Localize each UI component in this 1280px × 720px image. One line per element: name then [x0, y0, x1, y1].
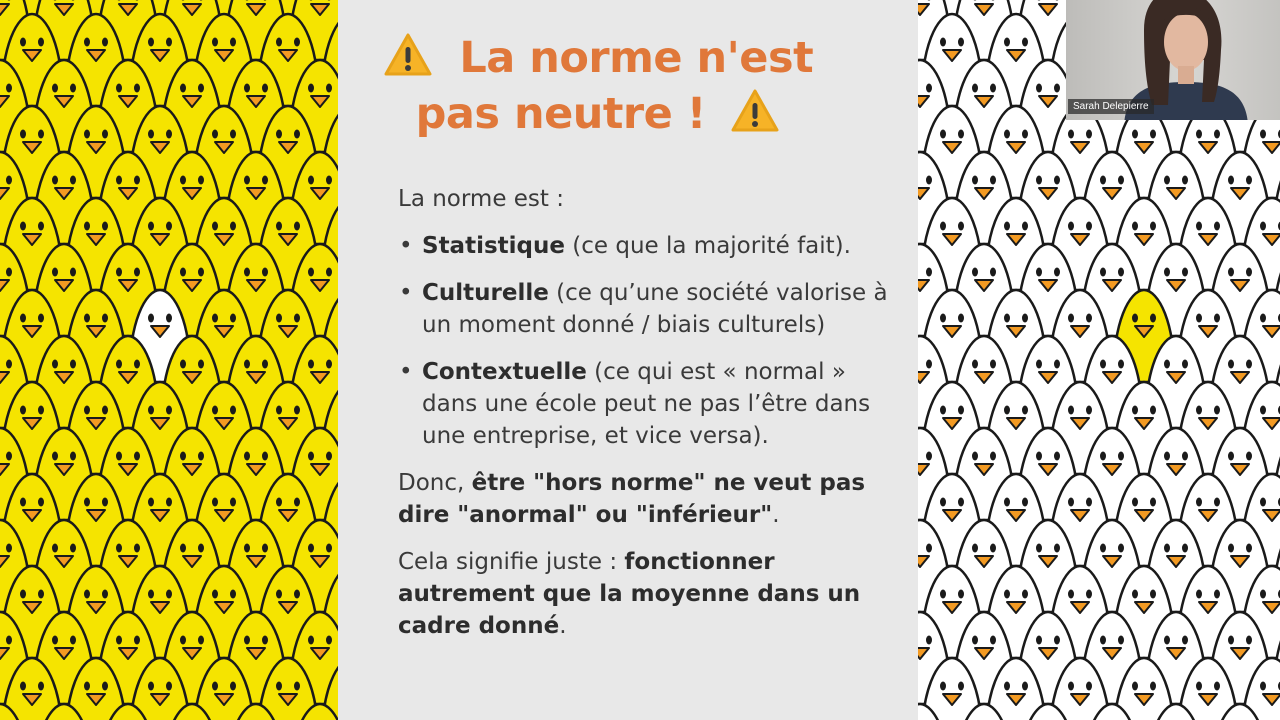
warning-icon — [383, 32, 433, 78]
slide-title — [338, 30, 858, 142]
slide-content — [338, 0, 918, 720]
paragraph-bold: être "hors norme" ne veut pas dire "anormal" ou "inférieur" — [398, 470, 866, 528]
bullet-term: Contextuelle — [422, 359, 587, 385]
paragraph-end: . — [559, 613, 567, 639]
list-item-culturelle — [398, 277, 903, 341]
list-item-contextuelle — [398, 356, 903, 452]
participant-name-label: Sarah Delepierre — [1068, 99, 1154, 114]
bullet-description: (ce qui est « normal » dans une école peut ne pas l’être dans une entreprise, et vice versa). — [422, 359, 871, 449]
slide-body — [398, 183, 903, 642]
norm-types-list — [398, 230, 903, 452]
yellow-chicks-illustration — [0, 0, 372, 720]
paragraph-text: Cela signifie juste : — [398, 549, 625, 575]
bullet-description: (ce qu’une société valorise à un moment donné / biais culturels) — [422, 280, 888, 338]
bullet-term: Culturelle — [422, 280, 549, 306]
warning-icon — [730, 88, 780, 134]
bullet-description: (ce que la majorité fait). — [564, 233, 851, 259]
paragraph-text: Donc, — [398, 470, 472, 496]
title-line-1: La norme n'est — [459, 33, 814, 83]
webcam-thumbnail[interactable] — [1066, 0, 1280, 120]
paragraph-end: . — [772, 502, 780, 528]
intro-text: La norme est : — [398, 186, 564, 212]
paragraph-bold: fonctionner autrement que la moyenne dans un cadre donné — [398, 549, 861, 639]
left-chicks-image — [0, 0, 372, 720]
conclusion-paragraph — [398, 467, 903, 531]
bullet-term: Statistique — [422, 233, 565, 259]
list-item-statistique — [398, 230, 903, 262]
meaning-paragraph — [398, 546, 903, 642]
title-line-2: pas neutre ! — [415, 89, 706, 139]
